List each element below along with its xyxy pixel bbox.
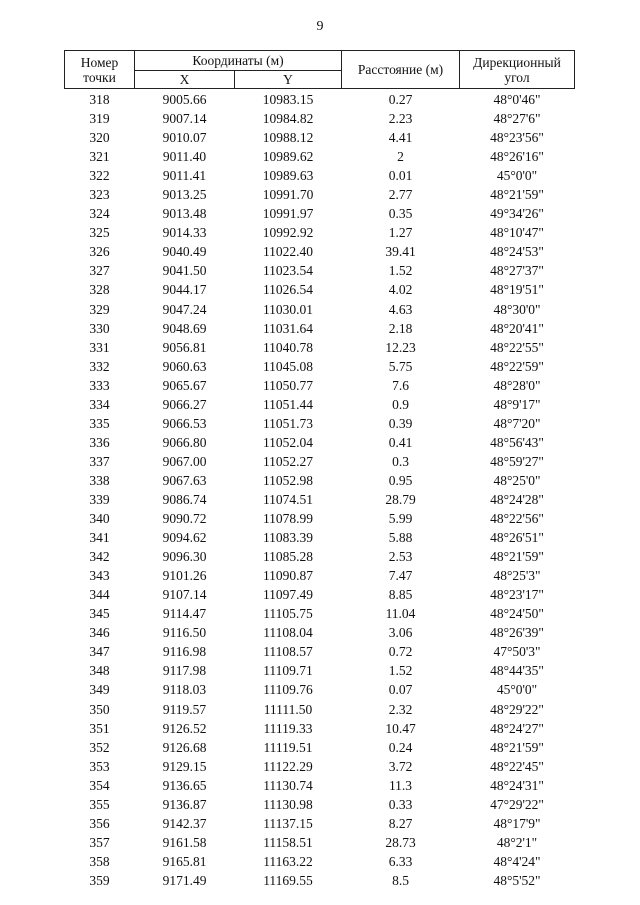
y-cell: 11083.39 xyxy=(262,530,314,546)
x-cell: 9126.52 xyxy=(162,720,207,736)
x-cell: 9114.47 xyxy=(162,606,207,622)
distance-cell: 1.52 xyxy=(388,663,413,679)
point-number-cell: 353 xyxy=(89,758,110,774)
y-cell: 11169.55 xyxy=(263,872,313,888)
header-coordinates: Координаты (м) xyxy=(134,50,342,71)
x-cell: 9117.98 xyxy=(162,663,207,679)
table-row xyxy=(64,757,575,776)
x-cell: 9060.63 xyxy=(162,358,207,374)
direction-angle-cell: 48°4'24" xyxy=(493,853,541,869)
point-number-cell: 343 xyxy=(89,568,110,584)
y-cell: 11052.04 xyxy=(262,434,314,450)
x-cell: 9094.62 xyxy=(162,530,207,546)
point-number-cell: 357 xyxy=(89,834,110,850)
x-cell: 9119.57 xyxy=(162,701,207,717)
y-cell: 11026.54 xyxy=(262,282,314,298)
y-cell: 11119.33 xyxy=(263,720,313,736)
y-cell: 10984.82 xyxy=(262,111,314,127)
distance-cell: 1.27 xyxy=(388,225,413,241)
x-cell: 9161.58 xyxy=(162,834,207,850)
table-row xyxy=(64,719,575,738)
y-cell: 10989.62 xyxy=(262,149,314,165)
direction-angle-cell: 48°25'0" xyxy=(493,472,541,488)
table-row xyxy=(64,261,575,280)
table-row xyxy=(64,319,575,338)
y-cell: 11119.51 xyxy=(263,739,313,755)
y-cell: 11130.98 xyxy=(263,796,313,812)
point-number-cell: 351 xyxy=(89,720,110,736)
table-row xyxy=(64,338,575,357)
distance-cell: 3.06 xyxy=(388,625,413,641)
table-row xyxy=(64,776,575,795)
point-number-cell: 355 xyxy=(89,796,110,812)
x-cell: 9066.80 xyxy=(162,434,207,450)
x-cell: 9142.37 xyxy=(162,815,207,831)
direction-angle-cell: 48°28'0" xyxy=(493,377,541,393)
header-point-number-line1: Номер xyxy=(80,54,119,70)
table-row xyxy=(64,795,575,814)
x-cell: 9118.03 xyxy=(162,682,207,698)
header-direction-angle xyxy=(459,50,575,89)
header-direction-angle-line1: Дирекционный xyxy=(473,54,561,70)
direction-angle-cell: 48°26'51" xyxy=(490,530,544,546)
direction-angle-cell: 48°24'31" xyxy=(490,777,544,793)
table-row xyxy=(64,147,575,166)
direction-angle-cell: 47°29'22" xyxy=(490,796,544,812)
point-number-cell: 326 xyxy=(89,244,110,260)
point-number-cell: 356 xyxy=(89,815,110,831)
direction-angle-cell: 45°0'0" xyxy=(496,682,538,698)
header-distance: Расстояние (м) xyxy=(341,50,460,89)
table-row xyxy=(64,128,575,147)
y-cell: 11109.71 xyxy=(263,663,313,679)
x-cell: 9007.14 xyxy=(162,111,207,127)
distance-cell: 2.32 xyxy=(388,701,413,717)
point-number-cell: 335 xyxy=(89,415,110,431)
direction-angle-cell: 48°44'35" xyxy=(490,663,544,679)
x-cell: 9066.27 xyxy=(162,396,207,412)
x-cell: 9056.81 xyxy=(162,339,207,355)
point-number-cell: 349 xyxy=(89,682,110,698)
point-number-cell: 334 xyxy=(89,396,110,412)
point-number-cell: 348 xyxy=(89,663,110,679)
x-cell: 9011.41 xyxy=(162,168,207,184)
table-row xyxy=(64,300,575,319)
header-x: X xyxy=(134,70,235,89)
x-cell: 9116.50 xyxy=(162,625,207,641)
page-number: 9 xyxy=(316,19,324,34)
x-cell: 9136.87 xyxy=(162,796,207,812)
point-number-cell: 332 xyxy=(89,358,110,374)
distance-cell: 2.18 xyxy=(388,320,413,336)
y-cell: 11023.54 xyxy=(262,263,314,279)
table-body xyxy=(64,90,575,890)
direction-angle-cell: 48°7'20" xyxy=(493,415,541,431)
table-row xyxy=(64,90,575,109)
y-cell: 11031.64 xyxy=(262,320,314,336)
point-number-cell: 318 xyxy=(89,92,110,107)
direction-angle-cell: 48°23'17" xyxy=(490,587,544,603)
x-cell: 9067.63 xyxy=(162,472,207,488)
y-cell: 10983.15 xyxy=(262,92,314,107)
x-cell: 9101.26 xyxy=(162,568,207,584)
point-number-cell: 325 xyxy=(89,225,110,241)
direction-angle-cell: 48°21'59" xyxy=(490,187,544,203)
x-cell: 9040.49 xyxy=(162,244,207,260)
x-cell: 9005.66 xyxy=(162,92,207,107)
y-cell: 11108.04 xyxy=(263,625,313,641)
direction-angle-cell: 48°27'6" xyxy=(493,111,541,127)
table-row xyxy=(64,661,575,680)
x-cell: 9041.50 xyxy=(162,263,207,279)
point-number-cell: 346 xyxy=(89,625,110,641)
distance-cell: 0.3 xyxy=(392,453,409,469)
distance-cell: 0.07 xyxy=(388,682,413,698)
y-cell: 11163.22 xyxy=(263,853,313,869)
distance-cell: 2 xyxy=(397,149,404,165)
distance-cell: 8.85 xyxy=(388,587,413,603)
distance-cell: 4.41 xyxy=(388,130,413,146)
point-number-cell: 347 xyxy=(89,644,110,660)
distance-cell: 0.9 xyxy=(392,396,409,412)
table-row xyxy=(64,680,575,699)
point-number-cell: 341 xyxy=(89,530,110,546)
point-number-cell: 320 xyxy=(89,130,110,146)
x-cell: 9165.81 xyxy=(162,853,207,869)
y-cell: 11130.74 xyxy=(263,777,313,793)
y-cell: 11078.99 xyxy=(262,511,314,527)
direction-angle-cell: 48°21'59" xyxy=(490,549,544,565)
table-row xyxy=(64,585,575,604)
direction-angle-cell: 48°24'28" xyxy=(490,491,544,507)
y-cell: 11158.51 xyxy=(263,834,313,850)
table-row xyxy=(64,604,575,623)
distance-cell: 0.72 xyxy=(388,644,413,660)
header-point-number xyxy=(64,50,135,89)
point-number-cell: 342 xyxy=(89,549,110,565)
direction-angle-cell: 48°21'59" xyxy=(490,739,544,755)
table-row xyxy=(64,852,575,871)
distance-cell: 8.5 xyxy=(392,872,409,888)
distance-cell: 2.53 xyxy=(388,549,413,565)
x-cell: 9090.72 xyxy=(162,511,207,527)
x-cell: 9116.98 xyxy=(162,644,207,660)
x-cell: 9066.53 xyxy=(162,415,207,431)
distance-cell: 5.88 xyxy=(388,530,413,546)
distance-cell: 4.02 xyxy=(388,282,413,298)
direction-angle-cell: 48°24'50" xyxy=(490,606,544,622)
distance-cell: 0.24 xyxy=(388,739,413,755)
table-row xyxy=(64,738,575,757)
distance-cell: 28.79 xyxy=(385,491,416,507)
direction-angle-cell: 48°23'56" xyxy=(490,130,544,146)
point-number-cell: 350 xyxy=(89,701,110,717)
distance-cell: 8.27 xyxy=(388,815,413,831)
table-header xyxy=(64,50,575,89)
point-number-cell: 340 xyxy=(89,511,110,527)
direction-angle-cell: 48°56'43" xyxy=(490,434,544,450)
table-row xyxy=(64,833,575,852)
table-row xyxy=(64,471,575,490)
table-row xyxy=(64,357,575,376)
x-cell: 9171.49 xyxy=(162,872,207,888)
direction-angle-cell: 48°20'41" xyxy=(490,320,544,336)
x-cell: 9067.00 xyxy=(162,453,207,469)
y-cell: 10991.70 xyxy=(262,187,314,203)
x-cell: 9136.65 xyxy=(162,777,207,793)
y-cell: 10991.97 xyxy=(262,206,314,222)
x-cell: 9126.68 xyxy=(162,739,207,755)
x-cell: 9011.40 xyxy=(162,149,207,165)
y-cell: 11040.78 xyxy=(262,339,314,355)
direction-angle-cell: 48°17'9" xyxy=(493,815,541,831)
header-direction-angle-line2: угол xyxy=(504,69,530,85)
direction-angle-cell: 48°22'56" xyxy=(490,511,544,527)
point-number-cell: 329 xyxy=(89,301,110,317)
x-cell: 9086.74 xyxy=(162,491,207,507)
y-cell: 11052.98 xyxy=(262,472,314,488)
direction-angle-cell: 45°0'0" xyxy=(496,168,538,184)
direction-angle-cell: 48°10'47" xyxy=(490,225,544,241)
direction-angle-cell: 48°0'46" xyxy=(493,92,541,107)
distance-cell: 5.99 xyxy=(388,511,413,527)
distance-cell: 10.47 xyxy=(385,720,416,736)
distance-cell: 11.3 xyxy=(388,777,413,793)
y-cell: 11045.08 xyxy=(262,358,314,374)
point-number-cell: 328 xyxy=(89,282,110,298)
table-row xyxy=(64,376,575,395)
table-row xyxy=(64,166,575,185)
y-cell: 11051.73 xyxy=(262,415,314,431)
point-number-cell: 358 xyxy=(89,853,110,869)
table-row xyxy=(64,871,575,890)
distance-cell: 4.63 xyxy=(388,301,413,317)
x-cell: 9047.24 xyxy=(162,301,207,317)
point-number-cell: 330 xyxy=(89,320,110,336)
point-number-cell: 352 xyxy=(89,739,110,755)
distance-cell: 7.6 xyxy=(392,377,409,393)
x-cell: 9014.33 xyxy=(162,225,207,241)
table-row xyxy=(64,700,575,719)
direction-angle-cell: 48°59'27" xyxy=(490,453,544,469)
direction-angle-cell: 47°50'3" xyxy=(493,644,541,660)
direction-angle-cell: 48°27'37" xyxy=(490,263,544,279)
table-row xyxy=(64,185,575,204)
direction-angle-cell: 48°9'17" xyxy=(493,396,541,412)
table-row xyxy=(64,642,575,661)
distance-cell: 28.73 xyxy=(385,834,416,850)
point-number-cell: 333 xyxy=(89,377,110,393)
distance-cell: 0.35 xyxy=(388,206,413,222)
y-cell: 11051.44 xyxy=(262,396,314,412)
direction-angle-cell: 49°34'26" xyxy=(490,206,544,222)
point-number-cell: 338 xyxy=(89,472,110,488)
y-cell: 10992.92 xyxy=(262,225,314,241)
y-cell: 10989.63 xyxy=(262,168,314,184)
distance-cell: 11.04 xyxy=(385,606,416,622)
x-cell: 9013.48 xyxy=(162,206,207,222)
distance-cell: 6.33 xyxy=(388,853,413,869)
distance-cell: 3.72 xyxy=(388,758,413,774)
point-number-cell: 336 xyxy=(89,434,110,450)
y-cell: 11122.29 xyxy=(263,758,313,774)
distance-cell: 0.33 xyxy=(388,796,413,812)
point-number-cell: 321 xyxy=(89,149,110,165)
distance-cell: 7.47 xyxy=(388,568,413,584)
distance-cell: 0.39 xyxy=(388,415,413,431)
y-cell: 11137.15 xyxy=(263,815,313,831)
header-point-number-line2: точки xyxy=(83,69,116,85)
direction-angle-cell: 48°22'55" xyxy=(490,339,544,355)
table-row xyxy=(64,280,575,299)
y-cell: 11108.57 xyxy=(263,644,313,660)
direction-angle-cell: 48°22'45" xyxy=(490,758,544,774)
point-number-cell: 319 xyxy=(89,111,110,127)
table-row xyxy=(64,204,575,223)
direction-angle-cell: 48°2'1" xyxy=(496,834,538,850)
y-cell: 11022.40 xyxy=(262,244,314,260)
point-number-cell: 354 xyxy=(89,777,110,793)
point-number-cell: 359 xyxy=(89,872,110,888)
y-cell: 11085.28 xyxy=(262,549,314,565)
table-row xyxy=(64,452,575,471)
table-row xyxy=(64,242,575,261)
table-row xyxy=(64,528,575,547)
distance-cell: 0.41 xyxy=(388,434,413,450)
distance-cell: 5.75 xyxy=(388,358,413,374)
x-cell: 9010.07 xyxy=(162,130,207,146)
direction-angle-cell: 48°24'53" xyxy=(490,244,544,260)
y-cell: 11050.77 xyxy=(262,377,314,393)
table-row xyxy=(64,547,575,566)
y-cell: 11109.76 xyxy=(263,682,313,698)
distance-cell: 0.01 xyxy=(388,168,413,184)
x-cell: 9096.30 xyxy=(162,549,207,565)
table-row xyxy=(64,490,575,509)
direction-angle-cell: 48°22'59" xyxy=(490,358,544,374)
x-cell: 9044.17 xyxy=(162,282,207,298)
y-cell: 11030.01 xyxy=(262,301,314,317)
direction-angle-cell: 48°25'3" xyxy=(493,568,541,584)
direction-angle-cell: 48°19'51" xyxy=(490,282,544,298)
y-cell: 11052.27 xyxy=(262,453,314,469)
point-number-cell: 327 xyxy=(89,263,110,279)
direction-angle-cell: 48°5'52" xyxy=(493,872,541,888)
direction-angle-cell: 48°30'0" xyxy=(493,301,541,317)
point-number-cell: 344 xyxy=(89,587,110,603)
table-row xyxy=(64,433,575,452)
x-cell: 9013.25 xyxy=(162,187,207,203)
x-cell: 9048.69 xyxy=(162,320,207,336)
y-cell: 11097.49 xyxy=(262,587,314,603)
direction-angle-cell: 48°26'16" xyxy=(490,149,544,165)
table-row xyxy=(64,566,575,585)
y-cell: 11074.51 xyxy=(262,491,314,507)
y-cell: 11090.87 xyxy=(262,568,314,584)
distance-cell: 2.23 xyxy=(388,111,413,127)
header-y: Y xyxy=(234,70,342,89)
x-cell: 9129.15 xyxy=(162,758,207,774)
direction-angle-cell: 48°26'39" xyxy=(490,625,544,641)
point-number-cell: 337 xyxy=(89,453,110,469)
distance-cell: 0.27 xyxy=(388,92,413,107)
point-number-cell: 339 xyxy=(89,491,110,507)
x-cell: 9107.14 xyxy=(162,587,207,603)
point-number-cell: 323 xyxy=(89,187,110,203)
y-cell: 10988.12 xyxy=(262,130,314,146)
distance-cell: 1.52 xyxy=(388,263,413,279)
table-row xyxy=(64,395,575,414)
distance-cell: 0.95 xyxy=(388,472,413,488)
point-number-cell: 345 xyxy=(89,606,110,622)
y-cell: 11111.50 xyxy=(263,701,313,717)
x-cell: 9065.67 xyxy=(162,377,207,393)
distance-cell: 2.77 xyxy=(388,187,413,203)
distance-cell: 12.23 xyxy=(385,339,416,355)
table-row xyxy=(64,223,575,242)
table-row xyxy=(64,109,575,128)
table-row xyxy=(64,623,575,642)
point-number-cell: 331 xyxy=(89,339,110,355)
direction-angle-cell: 48°29'22" xyxy=(490,701,544,717)
table-row xyxy=(64,414,575,433)
table-row xyxy=(64,509,575,528)
distance-cell: 39.41 xyxy=(385,244,416,260)
point-number-cell: 322 xyxy=(89,168,110,184)
table-row xyxy=(64,814,575,833)
y-cell: 11105.75 xyxy=(263,606,313,622)
point-number-cell: 324 xyxy=(89,206,110,222)
direction-angle-cell: 48°24'27" xyxy=(490,720,544,736)
